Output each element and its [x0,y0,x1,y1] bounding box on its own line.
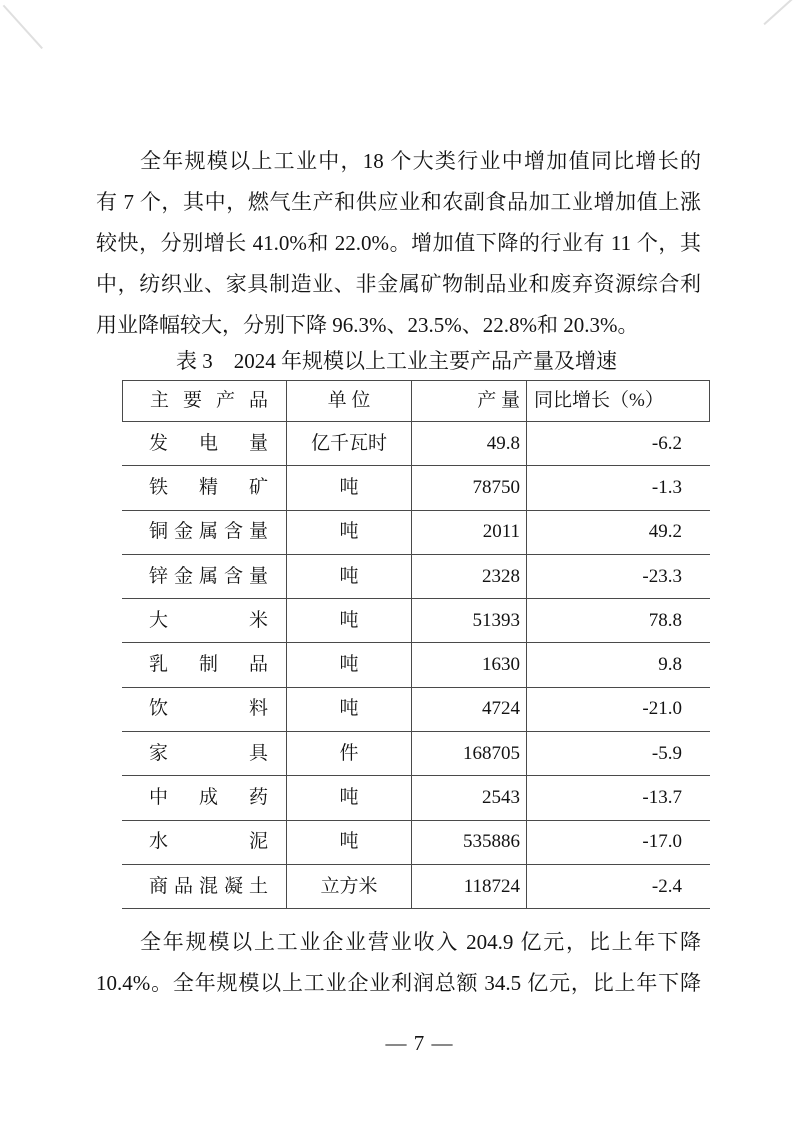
unit-cell: 立方米 [287,865,412,909]
growth-cell: 78.8 [527,599,710,643]
product-name-cell: 饮 料 [122,688,287,732]
scan-artifact [3,5,43,49]
header-growth: 同比增长（%） [527,381,710,422]
growth-cell: -2.4 [527,865,710,909]
growth-cell: -23.3 [527,555,710,599]
growth-cell: 9.8 [527,643,710,687]
output-cell: 4724 [412,688,527,732]
paragraph-line: 10.4%。全年规模以上工业企业利润总额 34.5 亿元，比上年下降 [96,971,701,995]
table-row [122,688,710,732]
product-name-cell: 乳 制 品 [122,643,287,687]
unit-cell: 吨 [287,821,412,865]
growth-cell: -13.7 [527,776,710,820]
header-unit: 单 位 [287,381,412,422]
product-name-cell: 锌 金 属 含 量 [122,555,287,599]
paragraph-line: 较快，分别增长 41.0%和 22.0%。增加值下降的行业有 11 个，其 [96,231,701,255]
output-cell: 118724 [412,865,527,909]
growth-cell: -17.0 [527,821,710,865]
table-row [122,821,710,865]
unit-cell: 吨 [287,599,412,643]
table-row [122,555,710,599]
paragraph-line: 中，纺织业、家具制造业、非金属矿物制品业和废弃资源综合利 [96,272,701,296]
output-cell: 2328 [412,555,527,599]
product-name-cell: 发 电 量 [122,422,287,466]
header-product [122,381,287,422]
table-row [122,422,710,466]
growth-cell: -1.3 [527,466,710,510]
product-name-cell: 铁 精 矿 [122,466,287,510]
paragraph-line: 全年规模以上工业企业营业收入 204.9 亿元，比上年下降 [140,930,701,954]
paragraph-line: 全年规模以上工业中，18 个大类行业中增加值同比增长的 [140,149,701,173]
growth-cell: 49.2 [527,511,710,555]
product-name-cell: 铜 金 属 含 量 [122,511,287,555]
unit-cell: 件 [287,732,412,776]
output-cell: 78750 [412,466,527,510]
product-name-cell: 中 成 药 [122,776,287,820]
output-cell: 2543 [412,776,527,820]
table-header-row [122,381,710,422]
header-product-label: 主 要 产 品 [150,390,268,411]
paragraph-revenue [96,922,701,1004]
unit-cell: 吨 [287,643,412,687]
table-row [122,643,710,687]
table-row [122,466,710,510]
table-row [122,732,710,776]
growth-cell: -6.2 [527,422,710,466]
page-number: — 7 — [385,1031,454,1055]
table-row [122,865,710,909]
unit-cell: 吨 [287,688,412,732]
table-row [122,511,710,555]
growth-cell: -21.0 [527,688,710,732]
table-caption: 表 3 2024 年规模以上工业主要产品产量及增速 [176,349,617,373]
table-row [122,599,710,643]
output-cell: 51393 [412,599,527,643]
unit-cell: 亿千瓦时 [287,422,412,466]
unit-cell: 吨 [287,466,412,510]
growth-cell: -5.9 [527,732,710,776]
table-body [122,422,710,909]
output-cell: 535886 [412,821,527,865]
unit-cell: 吨 [287,776,412,820]
paragraph-line: 有 7 个，其中，燃气生产和供应业和农副食品加工业增加值上涨 [96,190,701,214]
product-name-cell: 水 泥 [122,821,287,865]
scan-artifact [763,0,793,25]
output-cell: 2011 [412,511,527,555]
paragraph-line: 用业降幅较大，分别下降 96.3%、23.5%、22.8%和 20.3%。 [96,313,639,337]
output-cell: 49.8 [412,422,527,466]
header-output: 产 量 [412,381,527,422]
paragraph-industry-growth [96,141,701,346]
products-table [122,380,710,909]
product-name-cell: 家 具 [122,732,287,776]
unit-cell: 吨 [287,555,412,599]
product-name-cell: 大 米 [122,599,287,643]
product-name-cell: 商 品 混 凝 土 [122,865,287,909]
output-cell: 168705 [412,732,527,776]
unit-cell: 吨 [287,511,412,555]
output-cell: 1630 [412,643,527,687]
table-row [122,776,710,820]
